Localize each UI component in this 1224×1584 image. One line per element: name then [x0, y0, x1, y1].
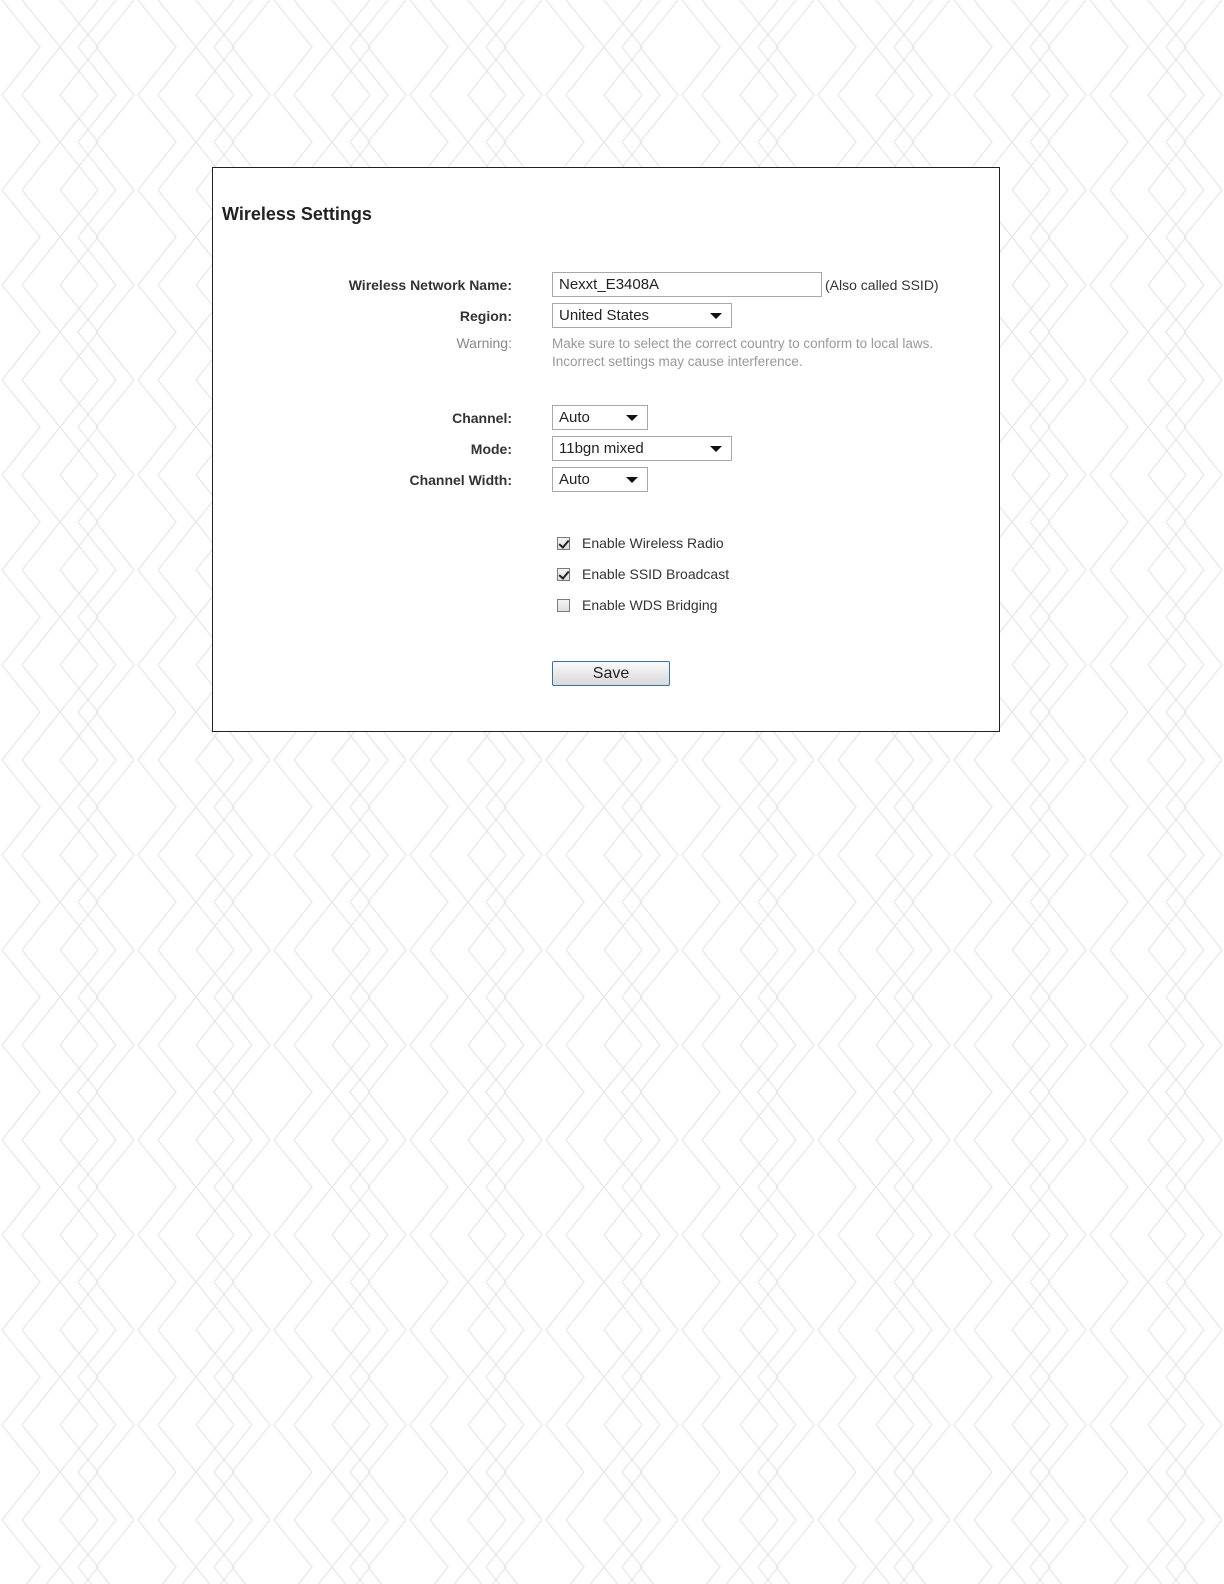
warning-label: Warning: — [456, 335, 512, 351]
channel-width-select[interactable] — [552, 467, 648, 492]
chevron-down-icon — [710, 446, 722, 452]
enable-ssid-broadcast-checkbox[interactable] — [557, 568, 570, 581]
enable-wds-bridging-option[interactable] — [557, 596, 717, 614]
enable-wds-bridging-label: Enable WDS Bridging — [582, 597, 718, 613]
mode-select-value: 11bgn mixed — [559, 440, 644, 457]
enable-wds-bridging-checkbox[interactable] — [557, 599, 570, 612]
enable-wireless-radio-checkbox[interactable] — [557, 537, 570, 550]
region-select-value: United States — [559, 307, 650, 324]
chevron-down-icon — [626, 477, 638, 483]
warning-line-2: Incorrect settings may cause interference. — [552, 354, 803, 369]
enable-wireless-radio-option[interactable] — [557, 534, 724, 552]
channel-width-select-value: Auto — [559, 471, 590, 488]
chevron-down-icon — [710, 313, 722, 319]
region-select[interactable] — [552, 303, 732, 328]
mode-label: Mode: — [470, 441, 512, 457]
ssid-input[interactable]: Nexxt_E3408A — [552, 272, 822, 297]
channel-select-value: Auto — [559, 409, 590, 426]
channel-width-label: Channel Width: — [409, 472, 512, 488]
enable-ssid-broadcast-label: Enable SSID Broadcast — [582, 566, 730, 582]
enable-ssid-broadcast-option[interactable] — [557, 565, 729, 583]
ssid-note: (Also called SSID) — [825, 277, 939, 293]
warning-line-1: Make sure to select the correct country to conform to local laws. — [552, 336, 934, 351]
page-title: Wireless Settings — [222, 204, 372, 224]
chevron-down-icon — [626, 415, 638, 421]
wireless-settings-panel — [212, 167, 1000, 732]
ssid-label: Wireless Network Name: — [348, 277, 512, 293]
channel-label: Channel: — [452, 410, 512, 426]
warning-text — [552, 335, 933, 371]
mode-select[interactable] — [552, 436, 732, 461]
save-button[interactable]: Save — [552, 661, 670, 686]
region-label: Region: — [459, 308, 512, 324]
channel-select[interactable] — [552, 405, 648, 430]
enable-wireless-radio-label: Enable Wireless Radio — [582, 535, 724, 551]
